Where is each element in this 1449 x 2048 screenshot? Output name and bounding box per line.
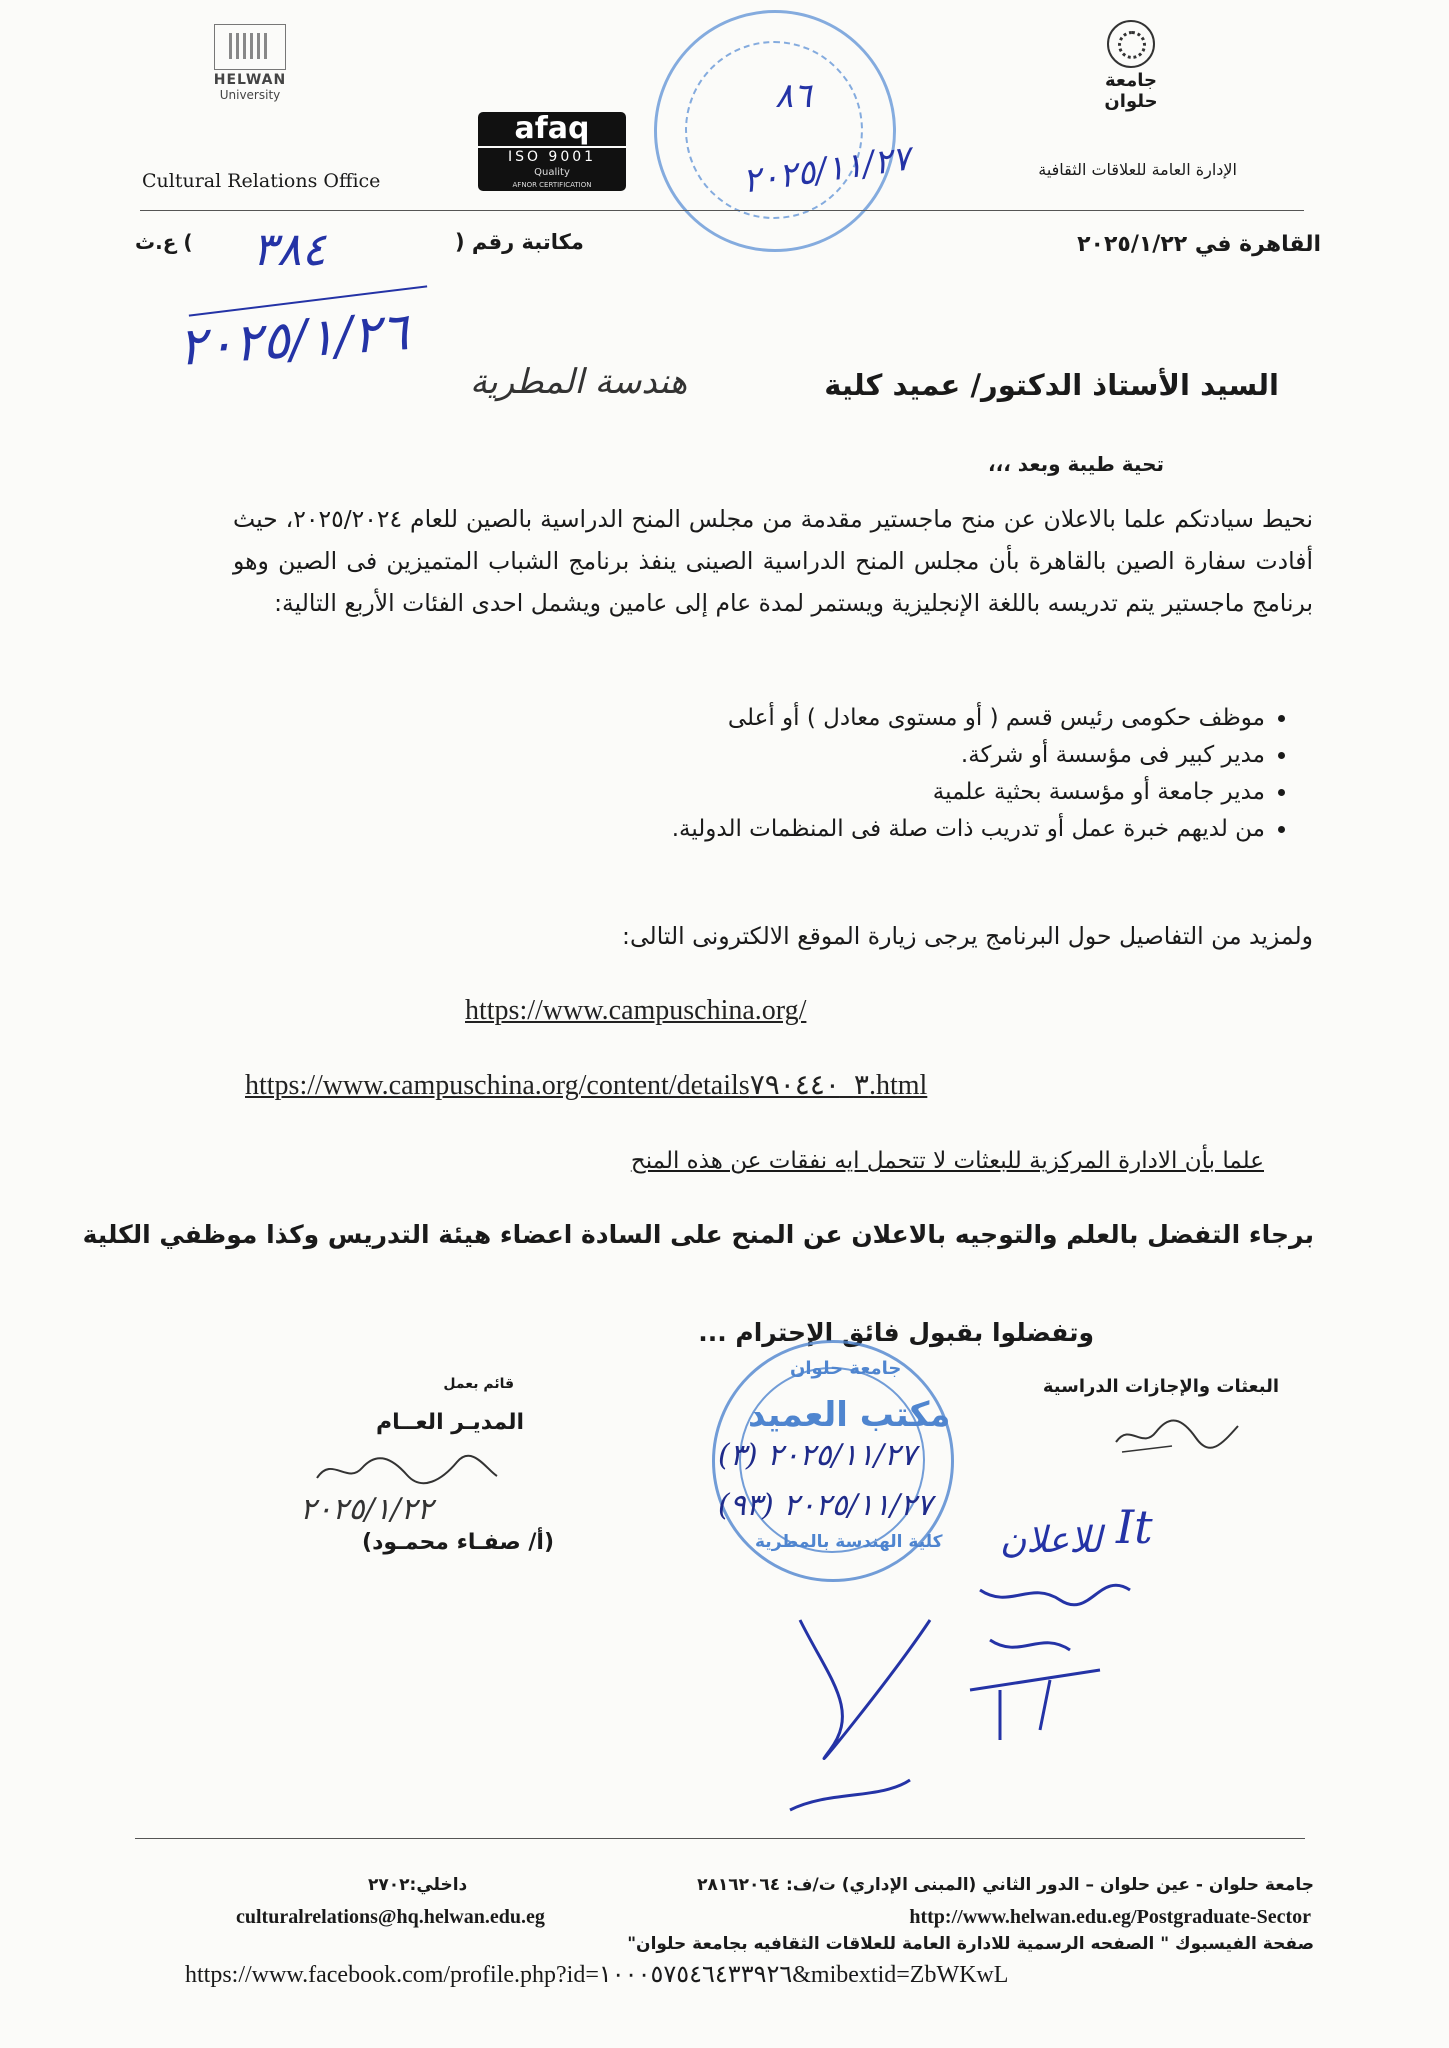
campuschina-details-link[interactable]: https://www.campuschina.org/content/details٣_٧٩٠٤٤٠.html <box>245 1070 928 1101</box>
more-info-text: ولمزيد من التفاصيل حول البرنامج يرجى زيارة الموقع الالكترونى التالى: <box>622 922 1313 950</box>
letter-date: القاهرة في ٢٠٢٥/١/٢٢ <box>1077 232 1321 257</box>
signer-name: (أ/ صفـاء محمـود) <box>362 1530 554 1555</box>
stamp-entry-2: ٢٠٢٥/١١/٢٧ (٩٣) <box>718 1488 933 1523</box>
footer-divider <box>135 1838 1305 1839</box>
list-item: • موظف حكومى رئيس قسم ( أو مستوى معادل ) أو أعلى <box>672 700 1265 737</box>
quality-label: Quality <box>478 166 626 179</box>
stamp-faculty: كلية الهندسة بالمطرية <box>755 1532 943 1552</box>
general-manager-title: المديـر العــام <box>375 1410 524 1435</box>
office-name-en: Cultural Relations Office <box>142 170 381 192</box>
footer-website[interactable]: http://www.helwan.edu.eg/Postgraduate-Sector <box>909 1906 1311 1928</box>
helwan-university-emblem <box>1076 20 1186 112</box>
acting-label: قائم بعمل <box>443 1376 514 1392</box>
correspondence-number: ٣٨٤ <box>252 222 327 276</box>
stamp-university: جامعة حلوان <box>790 1358 902 1379</box>
logo-en-name: HELWAN <box>213 72 287 88</box>
university-building-icon <box>214 24 286 70</box>
footer-address: جامعة حلوان - عين حلوان – الدور الثاني (المبنى الإداري) ت/ف: ٢٨١٦٢٠٦٤ <box>697 1875 1314 1895</box>
list-item: • مدير جامعة أو مؤسسة بحثية علمية <box>672 774 1265 811</box>
cert-issuer: AFNOR CERTIFICATION <box>478 179 626 191</box>
footer-email[interactable]: culturalrelations@hq.helwan.edu.eg <box>236 1906 545 1928</box>
campuschina-link[interactable]: https://www.campuschina.org/ <box>465 995 807 1026</box>
greeting: تحية طيبة وبعد ،،، <box>988 452 1164 476</box>
header-divider <box>140 210 1304 211</box>
annotation-for-announcement: للاعلان <box>1000 1520 1102 1561</box>
department-name-ar: الإدارة العامة للعلاقات الثقافية <box>1038 160 1237 179</box>
footer-facebook-link[interactable]: https://www.facebook.com/profile.php?id=١٠٠٠٥٧٥٤٦٤٣٣٩٢٦&mibextid=ZbWKwL <box>185 1962 1009 1988</box>
list-item: • مدير كبير فى مؤسسة أو شركة. <box>672 737 1265 774</box>
department-signature <box>1112 1412 1242 1456</box>
letter-paragraph: نحيط سيادتكم علما بالاعلان عن منح ماجستير مقدمة من مجلس المنح الدراسية بالصين للعام ٢٠٢٥/٢٠٢٤، حيث أفادت سفارة الصين بالقاهرة بأن مجلس المنح الدراسية الصينى ينفذ برنامج الشباب المتميزين فى الصين وهو برنامج ماجستير يتم تدريسه باللغة الإنجليزية ويستمر لمدة عام إلى عامين ويشمل احدى الفئات الأربع التالية: <box>233 505 1313 617</box>
footer-facebook-label: صفحة الفيسبوك " الصفحه الرسمية للادارة العامة للعلاقات الثقافيه بجامعة حلوان" <box>627 1934 1314 1954</box>
department-signature-label: البعثات والإجازات الدراسية <box>1042 1376 1279 1397</box>
signature-date-handwritten: ٢٠٢٥/١/٢٢ <box>300 1492 434 1527</box>
incoming-stamp <box>654 10 896 252</box>
helwan-university-logo <box>210 24 290 104</box>
university-emblem-icon <box>1107 20 1155 68</box>
categories-list <box>672 700 1313 848</box>
incoming-stamp-number: ٨٦ <box>775 76 812 116</box>
request-text: برجاء التفضل بالعلم والتوجيه بالاعلان عن المنح على السادة اعضاء هيئة التدريس وكذا موظفي الكلية <box>82 1220 1314 1249</box>
stamp-title: مكتب العميد <box>748 1395 951 1435</box>
correspondence-label: مكاتبة رقم ( <box>455 230 584 254</box>
afaq-brand: afaq <box>478 112 626 146</box>
incoming-stamp-date: ٢٠٢٥/١١/٢٧ <box>740 138 913 202</box>
footer-extension: داخلي:٢٧٠٢ <box>368 1875 468 1895</box>
annotation-mark: It <box>1116 1500 1153 1554</box>
correspondence-suffix: ) ع.ث <box>135 230 193 254</box>
list-item: • من لديهم خبرة عمل أو تدريب ذات صلة فى المنظمات الدولية. <box>672 811 1265 848</box>
iso-label: ISO 9001 <box>478 146 626 166</box>
stamp-entry-1: ٢٠٢٥/١١/٢٧ (٣) <box>718 1438 917 1473</box>
closing-text: وتفضلوا بقبول فائق الإحترام ... <box>698 1318 1094 1347</box>
iso-certification-badge <box>478 112 626 191</box>
handwritten-ref-date: ٢٠٢٥/١/٢٦ <box>176 302 411 378</box>
manager-signature <box>312 1450 502 1490</box>
expenses-note: علما بأن الادارة المركزية للبعثات لا تتحمل ايه نفقات عن هذه المنح <box>630 1148 1264 1174</box>
addressee-faculty-handwritten: هندسة المطرية <box>470 362 688 402</box>
addressee: السيد الأستاذ الدكتور/ عميد كلية <box>824 368 1279 402</box>
university-name-ar: جامعة حلوان <box>1104 70 1158 112</box>
logo-en-word: University <box>219 88 281 102</box>
handwritten-annotation <box>770 1560 1170 1830</box>
